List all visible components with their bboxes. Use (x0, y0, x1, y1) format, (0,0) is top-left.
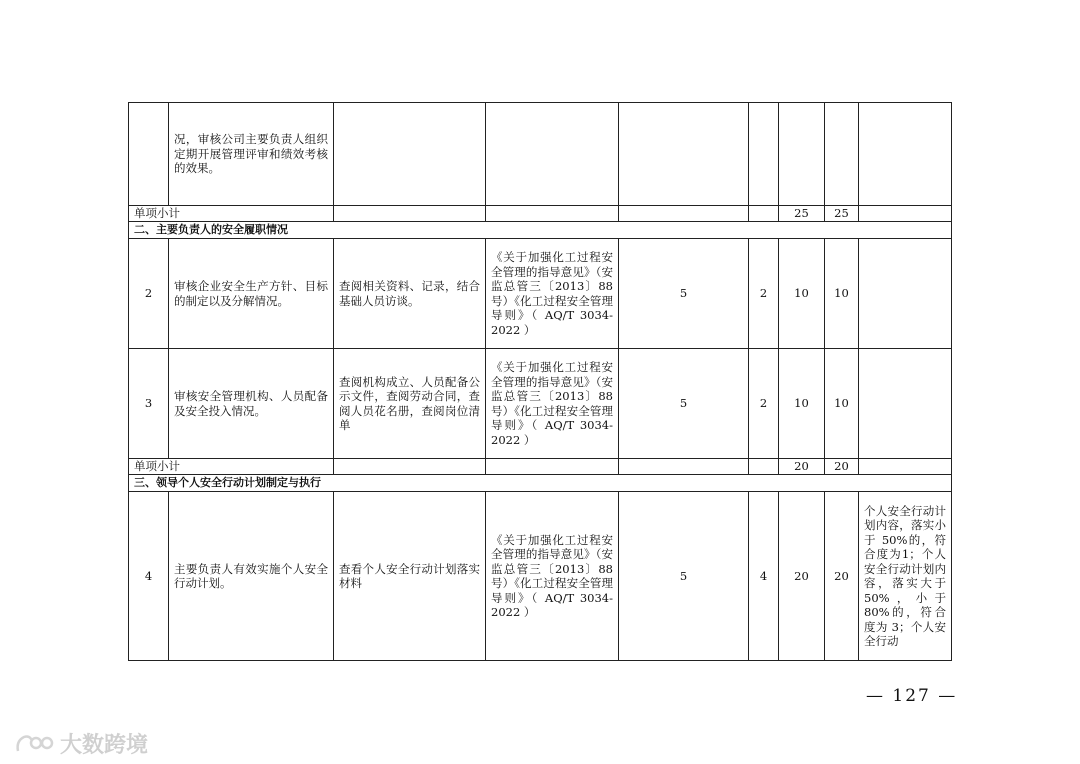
value-cell: 2 (749, 349, 779, 459)
watermark (14, 728, 148, 759)
table-row (129, 239, 952, 349)
subtotal-label: 单项小计 (129, 206, 334, 222)
value-cell: 10 (825, 239, 859, 349)
value-cell: 10 (779, 239, 825, 349)
item-cell: 审核安全管理机构、人员配备及安全投入情况。 (169, 349, 334, 459)
table-row-continued (129, 103, 952, 206)
table-row (129, 492, 952, 661)
section-title: 二、主要负责人的安全履职情况 (129, 222, 952, 239)
value-cell: 5 (619, 349, 749, 459)
basis-cell: 《关于加强化工过程安全管理的指导意见》（安监总管三〔2013〕88 号）《化工过程安全管理导则》（ AQ/T 3034-2022 ） (486, 492, 619, 661)
basis-cell: 《关于加强化工过程安全管理的指导意见》（安监总管三〔2013〕88 号）《化工过程安全管理导则》（ AQ/T 3034-2022 ） (486, 239, 619, 349)
subtotal-score: 25 (779, 206, 825, 222)
subtotal-score: 20 (779, 459, 825, 475)
value-cell: 10 (825, 349, 859, 459)
logo-icon (14, 731, 54, 757)
value-cell: 5 (619, 239, 749, 349)
value-cell: 20 (779, 492, 825, 661)
row-number: 4 (129, 492, 169, 661)
row-number: 2 (129, 239, 169, 349)
table-row (129, 349, 952, 459)
value-cell: 5 (619, 492, 749, 661)
item-cell: 审核企业安全生产方针、目标的制定以及分解情况。 (169, 239, 334, 349)
subtotal-row (129, 206, 952, 222)
method-cell: 查阅机构成立、人员配备公示文件，查阅劳动合同，查阅人员花名册，查阅岗位清单 (334, 349, 486, 459)
section-header-row (129, 222, 952, 239)
page-number: — 127 — (866, 686, 958, 706)
item-cell: 主要负责人有效实施个人安全行动计划。 (169, 492, 334, 661)
subtotal-score: 20 (825, 459, 859, 475)
subtotal-row (129, 459, 952, 475)
method-cell: 查看个人安全行动计划落实材料 (334, 492, 486, 661)
basis-cell: 《关于加强化工过程安全管理的指导意见》（安监总管三〔2013〕88 号）《化工过程安全管理导则》（ AQ/T 3034-2022 ） (486, 349, 619, 459)
assessment-table (128, 102, 952, 661)
value-cell: 4 (749, 492, 779, 661)
method-cell: 查阅相关资料、记录，结合基础人员访谈。 (334, 239, 486, 349)
section-header-row (129, 475, 952, 492)
subtotal-score: 25 (825, 206, 859, 222)
row-number: 3 (129, 349, 169, 459)
note-cell: 个人安全行动计划内容，落实小于 50%的，符合度为1；个人安全行动计划内容，落实大于 50%，小于 80%的，符合度为 3；个人安全行动 (859, 492, 952, 661)
value-cell: 10 (779, 349, 825, 459)
value-cell: 20 (825, 492, 859, 661)
section-title: 三、领导个人安全行动计划制定与执行 (129, 475, 952, 492)
subtotal-label: 单项小计 (129, 459, 334, 475)
item-cell: 况，审核公司主要负责人组织定期开展管理评审和绩效考核的效果。 (169, 103, 334, 206)
watermark-text: 大数跨境 (60, 733, 149, 758)
value-cell: 2 (749, 239, 779, 349)
